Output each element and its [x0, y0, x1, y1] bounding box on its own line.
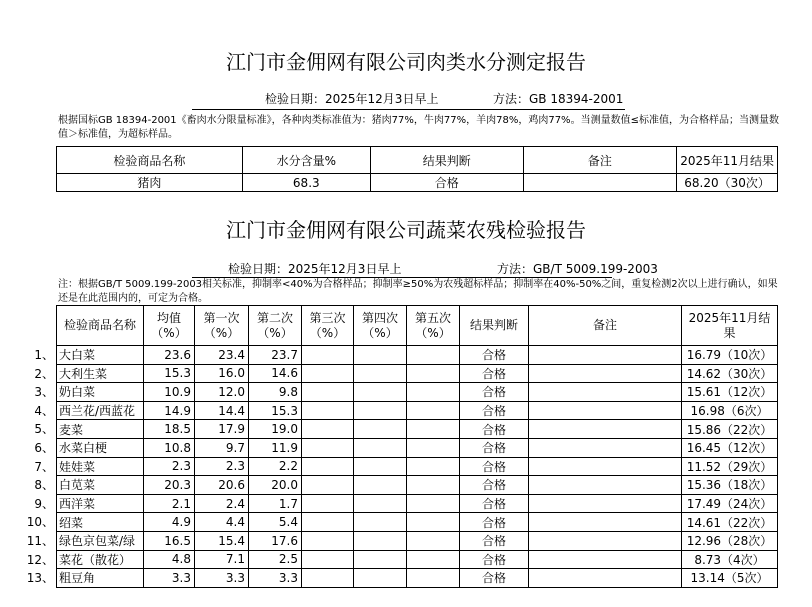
- cell-remark: [529, 383, 682, 402]
- table-row: [57, 476, 778, 495]
- row-index: 2、: [34, 366, 54, 381]
- cell-test-5: [407, 401, 460, 420]
- table-row: [57, 401, 778, 420]
- cell-test-3: [302, 420, 354, 439]
- table-row: [57, 513, 778, 532]
- cell-test-5: [407, 550, 460, 569]
- cell-test-4: [354, 401, 407, 420]
- cell-test-2: 2.2: [249, 457, 302, 476]
- cell-test-3: [302, 550, 354, 569]
- cell-name: 奶白菜: [57, 383, 144, 402]
- cell-test-4: [354, 420, 407, 439]
- cell-prev-result: 68.20（30次）: [677, 174, 778, 192]
- cell-prev-result: 13.14（5次）: [682, 569, 778, 588]
- cell-test-5: [407, 513, 460, 532]
- cell-remark: [529, 401, 682, 420]
- cell-prev-result: 14.62（30次）: [682, 364, 778, 383]
- cell-test-2: 23.7: [249, 346, 302, 365]
- cell-test-3: [302, 494, 354, 513]
- table-row: [57, 531, 778, 550]
- cell-remark: [529, 531, 682, 550]
- cell-test-1: 23.4: [195, 346, 249, 365]
- cell-name: 猪肉: [57, 174, 243, 192]
- cell-remark: [529, 364, 682, 383]
- table-row: [57, 364, 778, 383]
- table-row: [57, 457, 778, 476]
- cell-test-1: 9.7: [195, 438, 249, 457]
- cell-average: 18.5: [144, 420, 195, 439]
- header-cell: 检验商品名称: [57, 306, 144, 346]
- cell-test-3: [302, 569, 354, 588]
- cell-test-2: 2.5: [249, 550, 302, 569]
- header-cell: 第五次（%）: [407, 306, 460, 346]
- cell-average: 3.3: [144, 569, 195, 588]
- cell-test-2: 5.4: [249, 513, 302, 532]
- cell-test-3: [302, 438, 354, 457]
- cell-test-1: 15.4: [195, 531, 249, 550]
- cell-result: 合格: [460, 513, 529, 532]
- cell-test-1: 14.4: [195, 401, 249, 420]
- cell-test-2: 19.0: [249, 420, 302, 439]
- row-index: 4、: [34, 403, 54, 418]
- cell-test-3: [302, 401, 354, 420]
- cell-test-3: [302, 383, 354, 402]
- row-index: 3、: [34, 385, 54, 400]
- cell-test-3: [302, 364, 354, 383]
- veg-test-date: 检验日期：2025年12月3日早上: [228, 262, 402, 276]
- row-index: 9、: [34, 496, 54, 511]
- cell-result: 合格: [460, 401, 529, 420]
- cell-average: 16.5: [144, 531, 195, 550]
- cell-average: 14.9: [144, 401, 195, 420]
- cell-test-2: 3.3: [249, 569, 302, 588]
- cell-average: 15.3: [144, 364, 195, 383]
- cell-name: 西兰花/西蓝花: [57, 401, 144, 420]
- cell-name: 白苋菜: [57, 476, 144, 495]
- cell-test-5: [407, 494, 460, 513]
- cell-test-1: 17.9: [195, 420, 249, 439]
- cell-remark: [529, 513, 682, 532]
- cell-test-1: 20.6: [195, 476, 249, 495]
- cell-test-3: [302, 346, 354, 365]
- table-row: [57, 383, 778, 402]
- cell-test-1: 12.0: [195, 383, 249, 402]
- cell-average: 10.9: [144, 383, 195, 402]
- cell-prev-result: 16.45（12次）: [682, 438, 778, 457]
- cell-test-3: [302, 457, 354, 476]
- header-cell: 备注: [529, 306, 682, 346]
- meat-test-date: 检验日期：2025年12月3日早上: [265, 92, 439, 106]
- cell-prev-result: 15.36（18次）: [682, 476, 778, 495]
- cell-test-1: 4.4: [195, 513, 249, 532]
- table-row: [57, 550, 778, 569]
- cell-test-1: 3.3: [195, 569, 249, 588]
- meat-method: 方法：GB 18394-2001: [493, 92, 624, 106]
- meat-report-title: 江门市金佣网有限公司肉类水分测定报告: [226, 50, 586, 74]
- table-header-row: [57, 147, 778, 174]
- cell-name: 麦菜: [57, 420, 144, 439]
- cell-test-2: 20.0: [249, 476, 302, 495]
- cell-test-5: [407, 531, 460, 550]
- table-row: [57, 174, 778, 192]
- cell-result: 合格: [460, 420, 529, 439]
- table-row: [57, 438, 778, 457]
- cell-test-5: [407, 346, 460, 365]
- veg-method: 方法：GB/T 5009.199-2003: [497, 262, 658, 276]
- cell-test-4: [354, 364, 407, 383]
- cell-average: 10.8: [144, 438, 195, 457]
- row-index: 11、: [26, 534, 54, 548]
- cell-moisture: 68.3: [242, 174, 370, 192]
- cell-prev-result: 12.96（28次）: [682, 531, 778, 550]
- cell-test-3: [302, 531, 354, 550]
- cell-prev-result: 16.98（6次）: [682, 401, 778, 420]
- row-index: 8、: [34, 478, 54, 493]
- cell-remark: [529, 569, 682, 588]
- header-cell: 第三次（%）: [302, 306, 354, 346]
- cell-test-4: [354, 457, 407, 476]
- cell-prev-result: 11.52（29次）: [682, 457, 778, 476]
- meat-table: [56, 146, 778, 192]
- cell-remark: [529, 420, 682, 439]
- cell-test-5: [407, 438, 460, 457]
- cell-test-3: [302, 476, 354, 495]
- cell-result: 合格: [460, 346, 529, 365]
- header-cell: 第二次（%）: [249, 306, 302, 346]
- cell-remark: [529, 476, 682, 495]
- divider: [192, 109, 625, 110]
- cell-name: 水菜白梗: [57, 438, 144, 457]
- cell-test-3: [302, 513, 354, 532]
- header-cell: 结果判断: [460, 306, 529, 346]
- cell-prev-result: 16.79（10次）: [682, 346, 778, 365]
- cell-name: 大利生菜: [57, 364, 144, 383]
- cell-result: 合格: [460, 364, 529, 383]
- table-row: [57, 569, 778, 588]
- cell-remark: [529, 346, 682, 365]
- cell-remark: [529, 438, 682, 457]
- meat-note: 根据国标GB 18394-2001《畜肉水分限量标准》，各种肉类标准值为：猪肉77%，牛肉77%，羊肉78%，鸡肉77%。当测量数值≤标准值，为合格样品；当测量数值＞标准值，为超标样品。: [58, 115, 779, 140]
- cell-average: 4.8: [144, 550, 195, 569]
- cell-prev-result: 17.49（24次）: [682, 494, 778, 513]
- cell-average: 4.9: [144, 513, 195, 532]
- cell-test-5: [407, 476, 460, 495]
- header-cell: 均值（%）: [144, 306, 195, 346]
- cell-average: 2.3: [144, 457, 195, 476]
- header-cell: 2025年11月结果: [677, 147, 778, 174]
- cell-test-4: [354, 569, 407, 588]
- cell-name: 大白菜: [57, 346, 144, 365]
- row-index: 7、: [34, 459, 54, 474]
- cell-test-1: 2.3: [195, 457, 249, 476]
- table-row: [57, 346, 778, 365]
- cell-name: 粗豆角: [57, 569, 144, 588]
- header-cell: 2025年11月结果: [682, 306, 778, 346]
- cell-test-2: 17.6: [249, 531, 302, 550]
- cell-test-5: [407, 364, 460, 383]
- cell-result: 合格: [460, 531, 529, 550]
- cell-test-5: [407, 383, 460, 402]
- row-index: 12、: [26, 552, 54, 567]
- cell-result: 合格: [460, 494, 529, 513]
- cell-remark: [529, 457, 682, 476]
- cell-name: 西洋菜: [57, 494, 144, 513]
- cell-result: 合格: [460, 383, 529, 402]
- cell-result: 合格: [460, 457, 529, 476]
- cell-test-4: [354, 438, 407, 457]
- cell-test-2: 11.9: [249, 438, 302, 457]
- cell-prev-result: 14.61（22次）: [682, 513, 778, 532]
- veg-table: [56, 305, 778, 588]
- cell-test-4: [354, 531, 407, 550]
- cell-test-4: [354, 494, 407, 513]
- cell-test-2: 14.6: [249, 364, 302, 383]
- cell-test-4: [354, 383, 407, 402]
- cell-result: 合格: [460, 476, 529, 495]
- cell-test-1: 7.1: [195, 550, 249, 569]
- cell-average: 23.6: [144, 346, 195, 365]
- header-cell: 第一次（%）: [195, 306, 249, 346]
- cell-result: 合格: [370, 174, 523, 192]
- cell-prev-result: 15.61（12次）: [682, 383, 778, 402]
- cell-test-2: 15.3: [249, 401, 302, 420]
- veg-report-title: 江门市金佣网有限公司蔬菜农残检验报告: [226, 218, 586, 242]
- cell-test-1: 2.4: [195, 494, 249, 513]
- row-index: 10、: [26, 515, 54, 530]
- cell-prev-result: 8.73（4次）: [682, 550, 778, 569]
- cell-average: 2.1: [144, 494, 195, 513]
- cell-test-5: [407, 457, 460, 476]
- cell-remark: [529, 494, 682, 513]
- cell-result: 合格: [460, 550, 529, 569]
- header-cell: 水分含量%: [242, 147, 370, 174]
- cell-name: 娃娃菜: [57, 457, 144, 476]
- cell-test-2: 1.7: [249, 494, 302, 513]
- table-row: [57, 420, 778, 439]
- row-index: 13、: [26, 571, 54, 586]
- row-index: 5、: [34, 422, 54, 437]
- cell-name: 菜花（散花）: [57, 550, 144, 569]
- cell-result: 合格: [460, 438, 529, 457]
- header-cell: 检验商品名称: [57, 147, 243, 174]
- veg-note: 注：根据GB/T 5009.199-2003相关标准，抑制率<40%为合格样品；抑制率≥50%为农残超标样品；抑制率在40%-50%之间，重复检测2次以上进行确认，如果还是在此范围内的，可定为合格。: [58, 279, 778, 304]
- cell-test-1: 16.0: [195, 364, 249, 383]
- header-cell: 第四次（%）: [354, 306, 407, 346]
- cell-name: 绿色京包菜/绿: [57, 531, 144, 550]
- cell-test-5: [407, 569, 460, 588]
- cell-test-4: [354, 550, 407, 569]
- row-index: 1、: [34, 348, 54, 362]
- row-index: 6、: [34, 441, 54, 455]
- table-header-row: [57, 306, 778, 346]
- cell-remark: [529, 550, 682, 569]
- cell-name: 绍菜: [57, 513, 144, 532]
- header-cell: 结果判断: [370, 147, 523, 174]
- cell-prev-result: 15.86（22次）: [682, 420, 778, 439]
- cell-test-4: [354, 346, 407, 365]
- table-row: [57, 494, 778, 513]
- cell-test-5: [407, 420, 460, 439]
- cell-test-4: [354, 513, 407, 532]
- cell-average: 20.3: [144, 476, 195, 495]
- cell-test-2: 9.8: [249, 383, 302, 402]
- header-cell: 备注: [523, 147, 677, 174]
- cell-result: 合格: [460, 569, 529, 588]
- cell-test-4: [354, 476, 407, 495]
- cell-remark: [523, 174, 677, 192]
